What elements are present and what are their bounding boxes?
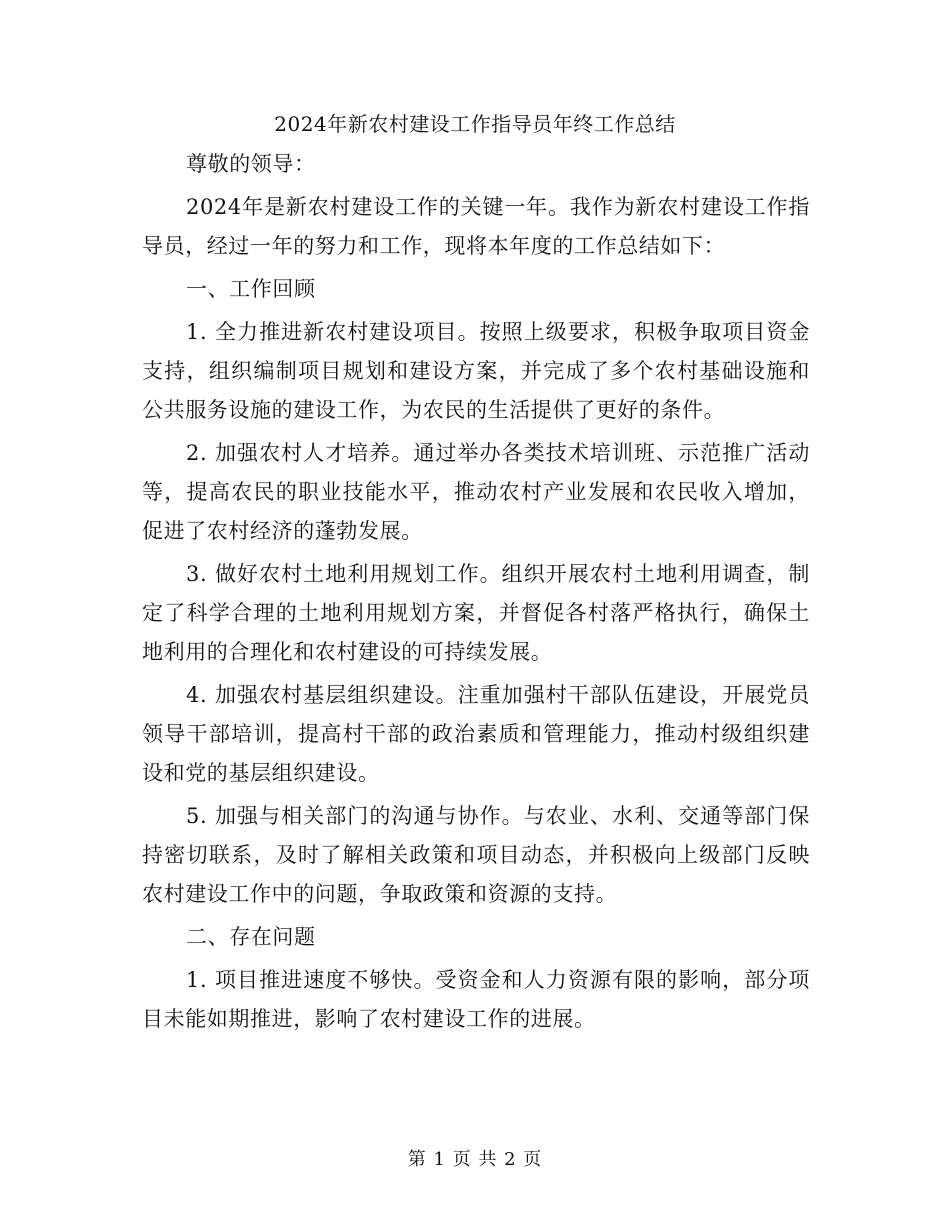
document-title: 2024年新农村建设工作指导员年终工作总结 <box>274 112 676 136</box>
intro-paragraph: 2024年是新农村建设工作的关键一年。我作为新农村建设工作指导员，经过一年的努力和工作，现将本年度的工作总结如下： <box>142 195 810 258</box>
review-item-1: 1. 全力推进新农村建设项目。按照上级要求，积极争取项目资金支持，组织编制项目规划和建设方案，并完成了多个农村基础设施和公共服务设施的建设工作，为农民的生活提供了更好的条件。 <box>142 320 810 422</box>
section-heading-review: 一、工作回顾 <box>186 277 316 301</box>
review-item-3: 3. 做好农村土地利用规划工作。组织开展农村土地利用调查，制定了科学合理的土地利用规划方案，并督促各村落严格执行，确保土地利用的合理化和农村建设的可持续发展。 <box>142 562 810 664</box>
section-heading-problems: 二、存在问题 <box>186 925 316 949</box>
review-item-2: 2. 加强农村人才培养。通过举办各类技术培训班、示范推广活动等，提高农民的职业技能水平，推动农村产业发展和农民收入增加，促进了农村经济的蓬勃发展。 <box>142 441 810 543</box>
page-number: 第 1 页 共 2 页 <box>407 1149 543 1170</box>
problem-item-1: 1. 项目推进速度不够快。受资金和人力资源有限的影响，部分项目未能如期推进，影响了农村建设工作的进展。 <box>142 968 810 1031</box>
salutation: 尊敬的领导： <box>186 152 316 176</box>
review-item-5: 5. 加强与相关部门的沟通与协作。与农业、水利、交通等部门保持密切联系，及时了解相关政策和项目动态，并积极向上级部门反映农村建设工作中的问题，争取政策和资源的支持。 <box>142 804 810 906</box>
review-item-4: 4. 加强农村基层组织建设。注重加强村干部队伍建设，开展党员领导干部培训，提高村干部的政治素质和管理能力，推动村级组织建设和党的基层组织建设。 <box>142 683 810 785</box>
document-body <box>142 145 810 1043</box>
